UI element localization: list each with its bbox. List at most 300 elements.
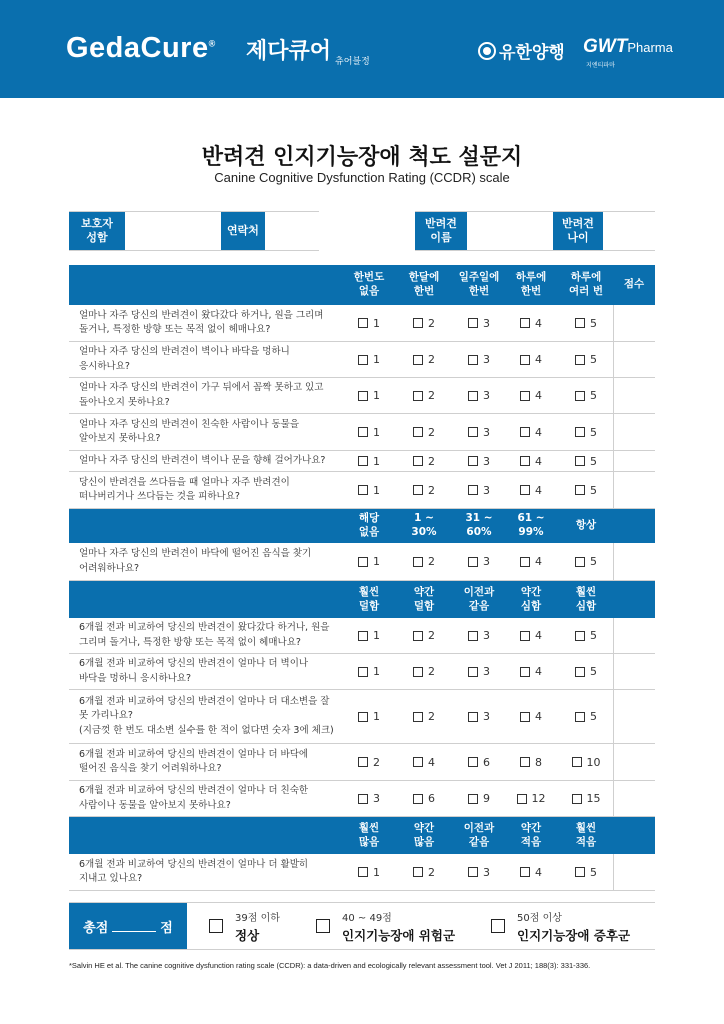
answer-option[interactable] <box>397 690 451 743</box>
option-value: 3 <box>483 389 490 402</box>
checkbox-icon[interactable] <box>413 456 423 466</box>
answer-option[interactable] <box>559 654 613 689</box>
column-header-line: 약간 <box>520 821 542 834</box>
dog-name-field[interactable] <box>467 212 553 250</box>
checkbox-icon[interactable] <box>413 355 423 365</box>
answer-option[interactable] <box>452 543 506 580</box>
checkbox-icon[interactable] <box>575 557 585 567</box>
question-text <box>79 305 351 341</box>
gwt-pharma-logo: GWTPharma <box>583 36 673 57</box>
total-option-syndrome[interactable]: 50점 이상 인지기능장애 증후군 <box>491 903 630 949</box>
answer-option[interactable] <box>342 854 396 890</box>
checkbox-icon[interactable] <box>520 631 530 641</box>
answer-option[interactable] <box>342 654 396 689</box>
answer-option[interactable] <box>342 305 396 341</box>
column-header-line: 약간 <box>413 821 435 834</box>
answer-option[interactable] <box>452 472 506 508</box>
checkbox-icon[interactable] <box>520 485 530 495</box>
answer-option[interactable] <box>452 451 506 471</box>
column-header <box>452 817 506 854</box>
answer-option[interactable] <box>452 414 506 450</box>
option-value: 2 <box>373 755 380 769</box>
gwt-pharma-sub: 지엔티파마 <box>586 62 615 69</box>
column-header-line: 덜함 <box>413 599 435 612</box>
checkbox-icon[interactable] <box>358 712 368 722</box>
question-line: (지금껏 한 번도 대소변 실수를 한 적이 없다면 숫자 3에 체크) <box>79 724 334 736</box>
checkbox-icon[interactable] <box>468 667 478 677</box>
option-value: 4 <box>535 555 542 568</box>
answer-option[interactable] <box>504 744 558 780</box>
answer-option[interactable] <box>397 543 451 580</box>
checkbox-icon[interactable] <box>358 631 368 641</box>
column-header <box>342 265 396 305</box>
answer-option[interactable] <box>559 690 613 743</box>
question-line: 얼마나 자주 당신의 반려견이 왔다갔다 하거나, 원을 그리며 <box>79 309 324 321</box>
citation-footnote: *Salvin HE et al. The canine cognitive dysfunction rating scale (CCDR): a data-driven and ecologically relevant assessment tool. Vet J 2011; 188(3): 331-336. <box>69 961 591 970</box>
question-line: 못 가리나요? <box>79 710 133 722</box>
checkbox-icon[interactable] <box>575 456 585 466</box>
question-row <box>69 414 655 451</box>
answer-option[interactable] <box>504 378 558 413</box>
answer-option[interactable] <box>397 781 451 816</box>
checkbox-icon[interactable] <box>413 667 423 677</box>
score-cell[interactable] <box>613 654 655 689</box>
checkbox-icon[interactable] <box>575 427 585 437</box>
checkbox-icon[interactable] <box>468 557 478 567</box>
option-value: 5 <box>590 353 597 366</box>
column-header-line: 같음 <box>468 599 490 612</box>
checkbox-icon[interactable] <box>358 456 368 466</box>
answer-option[interactable] <box>504 472 558 508</box>
answer-option[interactable] <box>559 342 613 377</box>
column-header <box>342 509 396 543</box>
question-line: 바닥을 멍하니 응시하나요? <box>79 672 192 684</box>
question-text <box>79 543 351 580</box>
answer-option[interactable] <box>397 305 451 341</box>
checkbox-icon[interactable] <box>520 318 530 328</box>
checkbox-icon[interactable] <box>316 919 330 933</box>
option-value: 2 <box>428 316 435 330</box>
column-header-line: 훨씬 <box>575 585 597 598</box>
answer-option[interactable] <box>504 543 558 580</box>
option-value: 4 <box>535 353 542 366</box>
answer-option[interactable] <box>559 472 613 508</box>
checkbox-icon[interactable] <box>468 485 478 495</box>
column-header-line: 적음 <box>575 835 597 848</box>
answer-option[interactable] <box>397 472 451 508</box>
column-header <box>452 509 506 543</box>
contact-field[interactable] <box>265 212 319 250</box>
checkbox-icon[interactable] <box>358 427 368 437</box>
column-header <box>504 817 558 854</box>
checkbox-icon[interactable] <box>520 427 530 437</box>
option-value: 15 <box>586 792 601 805</box>
option-value: 1 <box>373 629 380 642</box>
answer-option[interactable] <box>559 618 613 653</box>
checkbox-icon[interactable] <box>572 794 582 804</box>
table-header-row <box>69 581 655 618</box>
question-line: 6개월 전과 비교하여 당신의 반려견이 왔다갔다 하거나, 원을 <box>79 622 330 634</box>
answer-option[interactable] <box>452 342 506 377</box>
checkbox-icon[interactable] <box>575 391 585 401</box>
question-text <box>79 690 351 743</box>
checkbox-icon[interactable] <box>413 867 423 877</box>
checkbox-icon[interactable] <box>358 318 368 328</box>
checkbox-icon[interactable] <box>517 794 527 804</box>
column-header-line: 심함 <box>575 599 597 612</box>
question-line: 돌아나오지 못하나요? <box>79 396 170 408</box>
answer-option[interactable] <box>397 451 451 471</box>
checkbox-icon[interactable] <box>413 391 423 401</box>
column-header-line: 약간 <box>413 585 435 598</box>
score-cell[interactable] <box>613 781 655 816</box>
answer-option[interactable] <box>452 781 506 816</box>
checkbox-icon[interactable] <box>468 427 478 437</box>
answer-option[interactable] <box>342 414 396 450</box>
score-cell[interactable] <box>613 451 655 471</box>
checkbox-icon[interactable] <box>575 631 585 641</box>
column-header-line: 61 ~ <box>517 512 545 525</box>
score-cell[interactable] <box>613 378 655 413</box>
score-cell[interactable] <box>613 472 655 508</box>
checkbox-icon[interactable] <box>358 391 368 401</box>
option-value: 2 <box>428 555 435 568</box>
column-header-line: 훨씬 <box>358 821 380 834</box>
column-header-line: 이전과 <box>463 821 495 834</box>
column-header-line: 30% <box>411 526 437 538</box>
score-cell[interactable] <box>613 618 655 653</box>
checkbox-icon[interactable] <box>520 456 530 466</box>
checkbox-icon[interactable] <box>520 867 530 877</box>
question-line: 돌거나, 특정한 방향 또는 목적 없이 헤매나요? <box>79 324 271 335</box>
option-value: 3 <box>483 555 490 568</box>
total-score-row <box>69 902 655 950</box>
column-header-line: 훨씬 <box>358 585 380 598</box>
checkbox-icon[interactable] <box>468 867 478 877</box>
question-row <box>69 378 655 414</box>
option-value: 5 <box>590 483 597 497</box>
option-value: 1 <box>373 316 380 330</box>
column-header-line: 많음 <box>358 835 380 848</box>
answer-option[interactable] <box>559 543 613 580</box>
question-line: 6개월 전과 비교하여 당신의 반려견이 얼마나 더 벽이나 <box>79 658 309 670</box>
score-cell[interactable] <box>613 414 655 450</box>
checkbox-icon[interactable] <box>358 757 368 767</box>
info-row-dog <box>415 211 655 251</box>
question-line: 지내고 있나요? <box>79 873 143 884</box>
answer-option[interactable] <box>504 654 558 689</box>
option-value: 2 <box>428 665 435 678</box>
question-line: 응시하나요? <box>79 360 130 372</box>
total-option-normal[interactable]: 39점 이하 정상 <box>209 903 280 949</box>
answer-option[interactable] <box>397 854 451 890</box>
ccdr-questionnaire-table <box>69 265 655 891</box>
checkbox-icon[interactable] <box>491 919 505 933</box>
option-value: 3 <box>483 353 490 366</box>
score-cell[interactable] <box>613 342 655 377</box>
checkbox-icon[interactable] <box>575 485 585 495</box>
question-row <box>69 654 655 690</box>
option-value: 1 <box>373 454 380 468</box>
table-header-row <box>69 509 655 543</box>
question-row <box>69 781 655 817</box>
answer-option[interactable] <box>504 781 558 816</box>
question-row <box>69 472 655 509</box>
option-value: 12 <box>531 792 546 805</box>
guardian-name-field[interactable] <box>125 212 221 250</box>
option-value: 4 <box>535 629 542 642</box>
checkbox-icon[interactable] <box>468 757 478 767</box>
question-line: 어려워하나요? <box>79 562 140 574</box>
answer-option[interactable] <box>559 378 613 413</box>
question-line: 떠나버리거나 쓰다듬는 것을 피하나요? <box>79 491 240 502</box>
column-header-line: 한번도 <box>353 271 385 284</box>
answer-option[interactable] <box>342 543 396 580</box>
question-text <box>79 378 351 413</box>
guardian-name-label: 보호자 성함 <box>69 212 125 250</box>
question-row <box>69 342 655 378</box>
question-line: 얼마나 자주 당신의 반려견이 가구 뒤에서 꼼짝 못하고 있고 <box>79 382 324 394</box>
checkbox-icon[interactable] <box>413 427 423 437</box>
checkbox-icon[interactable] <box>575 318 585 328</box>
checkbox-icon[interactable] <box>520 712 530 722</box>
option-value: 9 <box>483 792 490 805</box>
option-value: 6 <box>483 755 490 769</box>
checkbox-icon[interactable] <box>358 794 368 804</box>
option-value: 2 <box>428 483 435 497</box>
column-header-line: 여러 번 <box>568 285 604 297</box>
column-header-line: 없음 <box>358 526 380 538</box>
column-header <box>559 581 613 618</box>
checkbox-icon[interactable] <box>575 667 585 677</box>
answer-option[interactable] <box>397 414 451 450</box>
column-header-line: 한달에 <box>408 271 440 284</box>
question-line: 알아보지 못하나요? <box>79 433 161 444</box>
checkbox-icon[interactable] <box>520 757 530 767</box>
column-header-line: 훨씬 <box>575 821 597 834</box>
checkbox-icon[interactable] <box>358 667 368 677</box>
answer-option[interactable] <box>342 690 396 743</box>
checkbox-icon[interactable] <box>520 391 530 401</box>
info-row-guardian <box>69 211 319 251</box>
answer-option[interactable] <box>559 451 613 471</box>
answer-option[interactable] <box>559 781 613 816</box>
column-header <box>397 265 451 305</box>
column-header <box>397 509 451 543</box>
option-value: 4 <box>535 425 542 439</box>
checkbox-icon[interactable] <box>358 485 368 495</box>
column-header <box>504 509 558 543</box>
option-value: 4 <box>428 755 435 769</box>
checkbox-icon[interactable] <box>575 355 585 365</box>
question-row <box>69 451 655 472</box>
option-value: 1 <box>373 425 380 439</box>
question-line: 6개월 전과 비교하여 당신의 반려견이 얼마나 더 친숙한 <box>79 785 309 797</box>
question-text <box>79 618 351 653</box>
option-value: 2 <box>428 629 435 642</box>
checkbox-icon[interactable] <box>520 355 530 365</box>
answer-option[interactable] <box>504 690 558 743</box>
checkbox-icon[interactable] <box>468 631 478 641</box>
option-value: 2 <box>428 865 435 879</box>
question-line: 떨어진 음식을 찾기 어려워하나요? <box>79 763 222 774</box>
option-value: 1 <box>373 389 380 402</box>
answer-option[interactable] <box>342 618 396 653</box>
answer-option[interactable] <box>452 744 506 780</box>
question-text <box>79 654 351 689</box>
answer-option[interactable] <box>504 618 558 653</box>
option-value: 1 <box>373 483 380 497</box>
answer-option[interactable] <box>397 744 451 780</box>
checkbox-icon[interactable] <box>468 456 478 466</box>
option-value: 2 <box>428 710 435 723</box>
score-cell[interactable] <box>613 744 655 780</box>
column-header <box>452 265 506 305</box>
option-value: 5 <box>590 454 597 468</box>
checkbox-icon[interactable] <box>358 867 368 877</box>
table-header-row <box>69 265 655 305</box>
dog-age-field[interactable] <box>603 212 655 250</box>
option-value: 5 <box>590 316 597 330</box>
column-header-line: 심함 <box>520 599 542 612</box>
answer-option[interactable] <box>559 305 613 341</box>
option-value: 4 <box>535 710 542 723</box>
answer-option[interactable] <box>504 451 558 471</box>
option-value: 3 <box>483 710 490 723</box>
answer-option[interactable] <box>397 342 451 377</box>
checkbox-icon[interactable] <box>413 318 423 328</box>
option-value: 4 <box>535 665 542 678</box>
total-score-blank[interactable] <box>112 920 156 932</box>
page-title: 반려견 인지기능장애 척도 설문지 <box>201 145 523 170</box>
checkbox-icon[interactable] <box>413 485 423 495</box>
answer-option[interactable] <box>504 414 558 450</box>
answer-option[interactable] <box>452 618 506 653</box>
question-row <box>69 744 655 781</box>
checkbox-icon[interactable] <box>468 794 478 804</box>
column-header <box>559 817 613 854</box>
option-value: 3 <box>483 425 490 439</box>
option-value: 3 <box>483 865 490 879</box>
answer-option[interactable] <box>452 690 506 743</box>
answer-option[interactable] <box>559 854 613 890</box>
answer-option[interactable] <box>397 378 451 413</box>
gedacure-korean-sub: 츄어블정 <box>335 57 370 67</box>
question-line: 얼마나 자주 당신의 반려견이 벽이나 문을 향해 걸어가나요? <box>79 454 326 466</box>
column-header-line: 60% <box>466 526 492 538</box>
answer-option[interactable] <box>504 305 558 341</box>
answer-option[interactable] <box>452 854 506 890</box>
option-value: 8 <box>535 755 542 769</box>
answer-option[interactable] <box>559 744 613 780</box>
total-option-risk[interactable]: 40 ~ 49점 인지기능장애 위험군 <box>316 903 455 949</box>
option-value: 5 <box>590 425 597 439</box>
column-header-line: 일주일에 <box>458 271 500 284</box>
answer-option[interactable] <box>397 654 451 689</box>
checkbox-icon[interactable] <box>413 631 423 641</box>
checkbox-icon[interactable] <box>520 667 530 677</box>
answer-option[interactable] <box>452 654 506 689</box>
answer-option[interactable] <box>452 305 506 341</box>
score-cell[interactable] <box>613 543 655 580</box>
column-header <box>342 581 396 618</box>
checkbox-icon[interactable] <box>413 794 423 804</box>
answer-option[interactable] <box>452 378 506 413</box>
checkbox-icon[interactable] <box>468 318 478 328</box>
option-value: 3 <box>373 792 380 805</box>
answer-option[interactable] <box>342 378 396 413</box>
answer-option[interactable] <box>342 472 396 508</box>
answer-option[interactable] <box>342 342 396 377</box>
answer-option[interactable] <box>504 854 558 890</box>
checkbox-icon[interactable] <box>358 355 368 365</box>
header-banner <box>0 0 724 98</box>
answer-option[interactable] <box>342 781 396 816</box>
answer-option[interactable] <box>342 744 396 780</box>
column-header-line: 적음 <box>520 835 542 848</box>
column-header <box>559 265 613 305</box>
column-header <box>504 581 558 618</box>
score-cell[interactable] <box>613 305 655 341</box>
question-row <box>69 543 655 581</box>
score-cell[interactable] <box>613 854 655 890</box>
question-line: 6개월 전과 비교하여 당신의 반려견이 얼마나 더 바닥에 <box>79 748 309 760</box>
dog-name-label: 반려견 이름 <box>415 212 467 250</box>
checkbox-icon[interactable] <box>413 712 423 722</box>
yuhan-logo: 유한양행 <box>478 38 565 63</box>
checkbox-icon[interactable] <box>358 557 368 567</box>
checkbox-icon[interactable] <box>520 557 530 567</box>
answer-option[interactable] <box>397 618 451 653</box>
column-header-line: 해당 <box>358 512 380 525</box>
checkbox-icon[interactable] <box>572 757 582 767</box>
question-text <box>79 744 351 780</box>
page-subtitle: Canine Cognitive Dysfunction Rating (CCDR) scale <box>214 170 510 185</box>
table-header-row <box>69 817 655 854</box>
question-text <box>79 472 351 508</box>
option-value: 2 <box>428 389 435 402</box>
checkbox-icon[interactable] <box>575 712 585 722</box>
option-value: 5 <box>590 710 597 723</box>
question-line: 얼마나 자주 당신의 반려견이 바닥에 떨어진 음식을 찾기 <box>79 548 312 560</box>
column-header <box>504 265 558 305</box>
yuhan-mark-icon <box>478 42 496 60</box>
checkbox-icon[interactable] <box>413 757 423 767</box>
question-line: 그리며 돌거나, 특정한 방향 또는 목적 없이 헤매나요? <box>79 636 301 648</box>
gedacure-korean-logo: 제다큐어 <box>246 39 332 64</box>
answer-option[interactable] <box>504 342 558 377</box>
score-cell[interactable] <box>613 690 655 743</box>
answer-option[interactable] <box>559 414 613 450</box>
checkbox-icon[interactable] <box>575 867 585 877</box>
question-line: 얼마나 자주 당신의 반려견이 친숙한 사람이나 동물을 <box>79 418 300 430</box>
answer-option[interactable] <box>342 451 396 471</box>
checkbox-icon[interactable] <box>413 557 423 567</box>
option-value: 3 <box>483 665 490 678</box>
checkbox-icon[interactable] <box>209 919 223 933</box>
option-value: 1 <box>373 665 380 678</box>
option-value: 5 <box>590 629 597 642</box>
checkbox-icon[interactable] <box>468 391 478 401</box>
column-header-line: 항상 <box>575 519 597 532</box>
option-value: 3 <box>483 629 490 642</box>
column-header-line: 하루에 <box>515 271 547 284</box>
column-header-line: 한번 <box>468 285 490 297</box>
option-value: 1 <box>373 353 380 366</box>
checkbox-icon[interactable] <box>468 355 478 365</box>
checkbox-icon[interactable] <box>468 712 478 722</box>
option-value: 6 <box>428 792 435 805</box>
